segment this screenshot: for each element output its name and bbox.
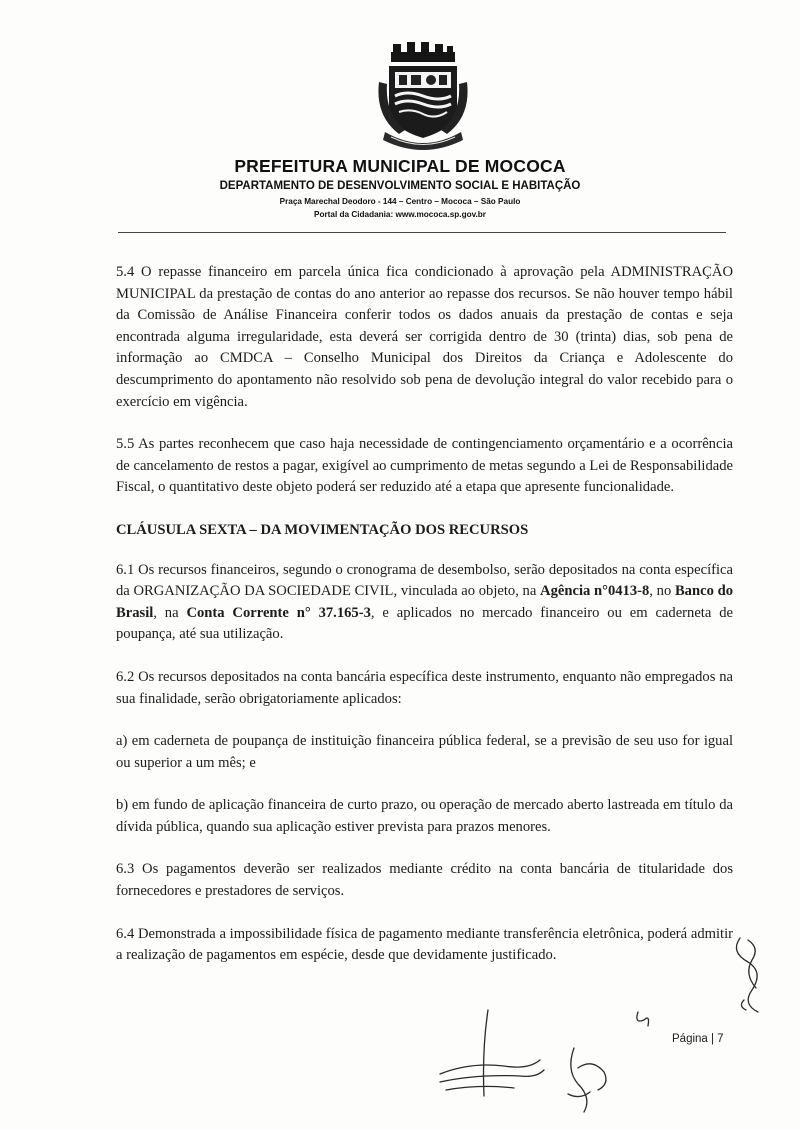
item-a: a) em caderneta de poupança de instituição financeira pública federal, se a previsão de seu uso for igual ou superior a um mês; e (116, 733, 733, 771)
paragraph-5-4: 5.4 O repasse financeiro em parcela única fica condicionado à aprovação pela ADMINISTRAÇÃO MUNICIPAL da prestação de contas do ano anterior ao repasse dos recursos. Se não houver tempo hábil da Comissão de Análise Financeira conferir todos os dados anuais da prestação de contas e seja encontrada alguma irregularidade, esta deverá ser corrigida dentro de 30 (trinta) dias, sob pena de informação ao CMDCA – Conselho Municipal dos Direitos da Criança e Adolescente do descumprimento do apontamento não resolvido sob pena de devolução integral do valor recebido para o exercício em vigência. (116, 264, 733, 410)
org-name: PREFEITURA MUNICIPAL DE MOCOCA (234, 156, 566, 176)
paragraph-6-3: 6.3 Os pagamentos deverão ser realizados mediante crédito na conta bancária de titularidade dos fornecedores e prestadores de serviços. (116, 861, 733, 900)
department-name: DEPARTAMENTO DE DESENVOLVIMENTO SOCIAL E HABITAÇÃO (219, 180, 581, 192)
paragraph-6-2: 6.2 Os recursos depositados na conta bancária específica deste instrumento, enquanto não empregados na sua finalidade, serão obrigatoriamente aplicados: (116, 668, 733, 707)
item-b: b) em fundo de aplicação financeira de curto prazo, ou operação de mercado aberto lastreada em título da dívida pública, quando sua aplicação estiver prevista para prazos menores. (116, 797, 733, 835)
portal-line: Portal da Cidadania: www.mococa.sp.gov.br (314, 210, 486, 219)
paragraph-6-1: 6.1 Os recursos financeiros, segundo o cronograma de desembolso, serão depositados na conta específica da ORGANIZAÇÃO DA SOCIEDADE CIVIL, vinculada ao objeto, na Agência n°0413-8, no Banco do Brasil, na Conta Corrente n° 37.165-3, e aplicados no mercado financeiro ou em caderneta de poupança, até sua utilização. (116, 561, 733, 643)
address-line: Praça Marechal Deodoro - 144 – Centro – Mococa – São Paulo (279, 197, 521, 206)
page-number: Página | 7 (672, 1033, 724, 1045)
paragraph-5-5: 5.5 As partes reconhecem que caso haja necessidade de contingenciamento orçamentário e a ocorrência de cancelamento de restos a pagar, exigível ao cumprimento de metas segundo a Lei de Responsabilidade Fiscal, o quantitativo deste objeto poderá ser reduzido até a etapa que apresente funcionalidade. (116, 436, 733, 496)
paragraph-6-4: 6.4 Demonstrada a impossibilidade física de pagamento mediante transferência eletrônica, poderá admitir a realização de pagamentos em espécie, desde que devidamente justificado. (116, 925, 733, 964)
section-heading: CLÁUSULA SEXTA – DA MOVIMENTAÇÃO DOS RECURSOS (116, 521, 529, 538)
